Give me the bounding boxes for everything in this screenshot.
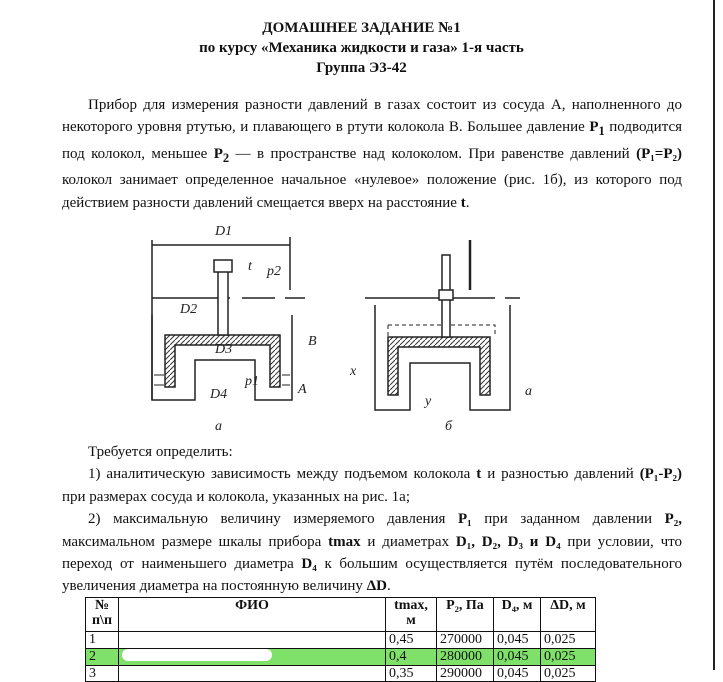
svg-text:D2: D2 [180, 302, 198, 317]
window-edge [713, 0, 723, 670]
table-row-highlighted: 2 0,4 280000 0,045 0,025 [86, 649, 596, 666]
svg-text:y: y [425, 394, 432, 409]
variants-table [85, 597, 596, 682]
svg-text:x: x [350, 364, 357, 379]
table-row: 3 0,35 290000 0,045 0,025 [86, 666, 596, 682]
table-header: № п\п ФИО tmax, м P₂, Па D₄, м ΔD, м [86, 598, 596, 632]
doc-title: ДОМАШНЕЕ ЗАДАНИЕ №1 [262, 20, 461, 36]
redacted-name [122, 649, 272, 661]
svg-text:D1: D1 [215, 224, 233, 239]
svg-text:a: a [525, 384, 532, 399]
redacted-name [122, 632, 272, 644]
svg-text:p2: p2 [267, 264, 281, 279]
table-row: 1 0,45 270000 0,045 0,025 [86, 632, 596, 649]
svg-text:D4: D4 [210, 387, 228, 402]
device-figure [140, 215, 540, 440]
doc-course: по курсу «Механика жидкости и газа» 1-я часть [199, 40, 524, 56]
svg-text:p1: p1 [245, 374, 259, 389]
intro-paragraph: Прибор для измерения разности давлений в газах состоит из сосуда А, наполненного до некоторого уровня ртутью, и плавающего в ртути колокола В. Большее давление $P_1$ подводится под колокол, меньшее $P_2$ — в пространстве над колоколом. При равенстве давлений (P₁=P₂) колокол занимает определенное начальное «нулевое» положение (рис. 1б), из которого под действием разности давлений смещается вверх на расстояние t. [62, 97, 682, 211]
svg-text:а: а [215, 419, 222, 434]
svg-text:t: t [248, 259, 252, 274]
svg-text:B: B [308, 334, 317, 349]
svg-text:D3: D3 [215, 342, 233, 357]
svg-text:A: A [298, 382, 307, 397]
doc-group: Группа Э3-42 [316, 60, 407, 76]
svg-text:б: б [445, 419, 453, 434]
task-paragraph: Требуется определить: 1) аналитическую зависимость между подъемом колокола t и разностью давлений (P₁-P₂) при размерах сосуда и колокола, указанных на рис. 1а; 2) максимальную величину измеряемого давления P₁ при заданном давлении P₂, максимальном размере шкалы прибора tmax и диаметрах D₁, D₂, D₃ и D₄ при условии, что переход от наименьшего диаметра D₄ к большим осуществляется путём последовательного увеличения диаметра на постоянную величину ΔD. [62, 444, 682, 595]
